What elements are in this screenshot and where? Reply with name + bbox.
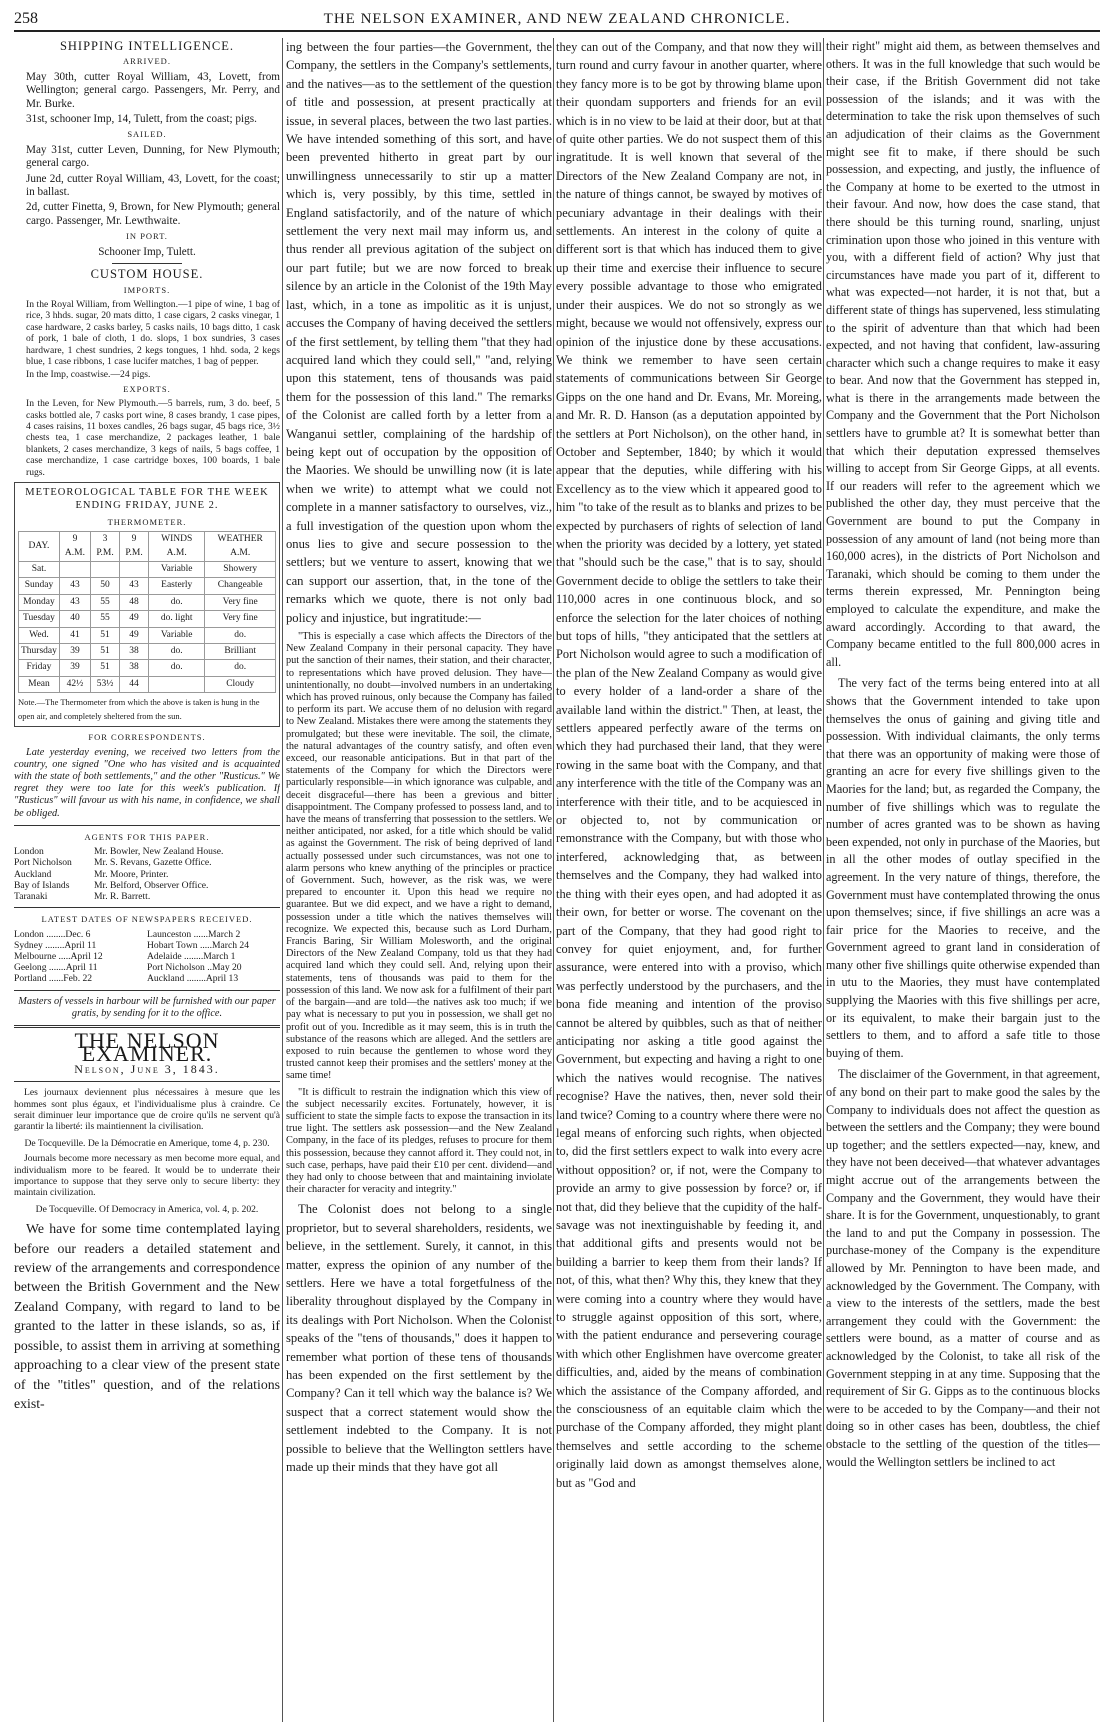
meteo-cell: do.: [149, 644, 205, 660]
meteo-cell: 53½: [91, 676, 120, 692]
meteo-cell: 51: [91, 660, 120, 676]
leader-paragraph: The Colonist does not belong to a single proprietor, but to several shareholders, residents, we believe, in the settlement. Surely, it cannot, in this matter, express the opinion of any number of the settlers. Here we have a total forgetfulness of the liberality throughout displayed by the Company in its dealings with Port Nicholson. When the Colonist speaks of the "tens of thousands," does it happen to remember what portion of these tens of thousands has been expended on the first settlement by the Company? Can it tell which way the balance is? We suspect that a correct statement would show the settlement indebted to the Company. It is not possible to believe that the Wellington settlers have made up their minds that they have got all: [286, 1202, 552, 1475]
dates-list: [14, 929, 280, 985]
meteo-cell: do.: [205, 660, 276, 676]
agent-row: [14, 846, 280, 857]
meteo-header: 9 P.M.: [120, 532, 149, 562]
meteo-header-row: [19, 532, 276, 562]
meteo-header: DAY.: [19, 532, 60, 562]
meteo-cell: do.: [205, 627, 276, 643]
meteo-cell: [120, 562, 149, 578]
meteo-cell: Easterly: [149, 578, 205, 594]
dates-row: [14, 929, 280, 940]
sailed-entry: June 2d, cutter Royal William, 43, Lovett, for the coast; in ballast.: [26, 172, 280, 199]
arrived-heading: ARRIVED.: [123, 56, 171, 67]
meteo-row: [19, 562, 276, 578]
meteo-cell: 39: [59, 660, 90, 676]
agent-place: Taranaki: [14, 890, 48, 902]
agent-name: Mr. Belford, Observer Office.: [94, 879, 209, 891]
column-rule: [553, 38, 554, 1722]
meteo-cell: 38: [120, 660, 149, 676]
sailed-heading: SAILED.: [127, 129, 167, 140]
dates-row: [14, 951, 280, 962]
meteo-row: [19, 578, 276, 594]
meteo-cell: Very fine: [205, 594, 276, 610]
meteo-row: [19, 594, 276, 610]
epigraph-english-cite: De Tocqueville. Of Democracy in America, vol. 4, p. 202.: [35, 1203, 259, 1215]
leader-paragraph: they can out of the Company, and that now they will turn round and curry favour in another quarter, where they fancy more is to be got by throwing blame upon their quondam supporters and friends for an evil which is in no view to be laid at their door, but at that of quite other parties. We do not suspect them of this ingratitude. It is well known that several of the Directors of the New Zealand Company are not, in the nature of things cannot, be swayed by motives of pecuniary advantage in their dealings with their settlements. An interest in the colony of quite a different sort is that which has induced them to give up their time and exercise their influence to secure every possible advantage to those who emigrated under their auspices. We do not so strongly as we might, because we would not offensively, express our opinion of the injustice done by these accusations. We think we remember to have seen certain statements of communications between Sir George Gipps on the one hand and Dr. Evans, Mr. Moreing, and Mr. R. D. Hanson (as a deputation appointed by the settlers at Port Nicholson), on the other hand, in October and September, 1840; by which it would appear that the deputies, while differing with his Excellency as to the view which it appeared good to him "to take of the result as to blanks and prizes to be expected by purchasers of rights of selection of land when the priority was decided by a lottery, yet stated that "should such be the case," that is to say, should Government decide to oblige the settlers to take their 110,000 acres in one continuous block, and so enforce the selection for the later choices of nothing but tops of hills, "they anticipated that the settlers at Port Nicholson would agree to such a modification of the plan of the New Zealand Company as would give to every holder of a land-order a share of the available land within the district." Then, at least, the settlers appeared perfectly aware of the terms on which they had purchased their land, that they were rowing in the same boat with the Company, and that any interference with the title of the Company was an interference with their title, and to be acquiesced in or objected to, not by communication or remonstrance with the Company, but with those who interfered, acknowledging that, as between themselves and the Company, they had walked into the thing with their eyes open, and had adopted it as their own, for better or worse. The covenant on the part of the Company, that they had good right to convey for quiet enjoyment, and, for further assurance, were entered into with a proviso, which was perfectly understood by the purchasers, and the bona fide meaning and intention of the proviso cannot be altered by quibbles, such as that of neither anticipating nor asking a title good against the Government, but expecting and having a right to one which the natives would recognise. The natives recognise? Have the natives, then, never sold their land twice? Coming to a country where there were no legal means of enforcing such rights, when objected to, did the first settlers expect to walk into every acre without opposition? or, if not, were the Company to provide an army to give possession by force? or, if not that, did they believe that the cupidity of the half-savage was not inextinguishable by feeding it, and that additional gifts and presents would not be building a barrier to keep them from their lands? If not, of this, what then? Why this, they knew that they were coming into a country where they would have to struggle against opposition of this sort, where, with the patient endurance and persevering courage with which other Englishmen have overcome greater difficulties, and, aided by the means of combination which the assistance of the Company afforded, and the consciousness of an equitable claim which the purchase of the Company afforded, they might plant themselves and settle according to the scheme originally laid down as amongst themselves alone, but as "God and: [556, 40, 822, 1490]
imports-entry: In the Imp, coastwise.—24 pigs.: [26, 369, 151, 381]
leader-opening: We have for some time contemplated laying before our readers a detailed statement and review of the arrangements and correspondence between the British Government and the New Zealand Company, with regard to land to be granted to the latter in these islands, so as, if possible, to assist them in arriving at something approaching to a clear view of the present state of the "titles" question, and of the relations exist-: [14, 1221, 280, 1411]
date-cell: Portland ......Feb. 22: [14, 973, 93, 985]
agents-title: AGENTS FOR THIS PAPER.: [84, 831, 210, 842]
colonist-quote: "This is especially a case which affects the Directors of the New Zealand Company in their personal capacity. They have put the sanction of their names, their station, and their character, to representations which have proved delusion. They have—unintentionally, no doubt—involved numbers in an undertaking which has proved ruinous, only because the Company has failed to perform its part. We accuse them of no delusion with regard to New Zealand. Mistakes there were among the statements they promulgated; but these were inevitable. The soil, the climate, the natural advantages of the country satisfy, and often even exceed, our reasonable anticipations. But in that part of the statements of the Company for which the Directors were particularly responsible—in which ignorance was culpable, and deceit disgraceful—there has been a grevious and bitter disappointment. The Company professed to possess land, and to have the means of transferring that possession to the settlers. We neither anticipated, nor asked, for a title which should be valid as against the Government. The risk of being deprived of land actually possessed under such circumstances, was not one to alarm persons who knew anything of the principles or practice of Government. Such, however, as the risk was, we were prepared to encounter it. Upon this head we require no guarantee. But we did expect, and we have a right to demand, possession under a title which the natives themselves will recognize. We expected this, because such as Lord Durham, Francis Baring, Sir William Molesworth, and the original Directors of the New Zealand Company, told us that they had acquired land which they could sell. And, relying upon their statements, tens of thousands was paid to them for the possession of this land. We now ask for a fulfilment of their part of the bargain—and are told—the natives ask too much; if we pay what is necessary to put you in possession, we shall get no profit out of you. Incredible as it may seem, this is in truth the substance of the reasons which are alleged. And the settlers are exposed to ruin because the gentlemen to whose word they trusted cannot keep their promises and the settlers' money at the same time!: [286, 631, 552, 1082]
agent-row: [14, 880, 280, 891]
exports-entry: In the Leven, for New Plymouth.—5 barrels, rum, 3 do. beef, 5 casks bottled ale, 7 casks port wine, 8 cases brandy, 1 case pipes, 4 cases raisins, 11 boxes candles, 26 bags sugar, 45 bags rice, 3½ chests tea, 1 case merchandize, 2 packages leather, 1 bale blankets, 2 cases merchandize, 3 kegs of nails, 5 bags coffee, 1 case merchandize, 1 case cartridge boxes, 100 boards, 1 bale rugs.: [26, 398, 280, 478]
date-cell: Launceston ......March 2: [147, 928, 241, 940]
meteo-cell: 43: [59, 578, 90, 594]
masthead-title: THE NELSON EXAMINER.: [74, 1027, 220, 1067]
date-cell: Auckland ........April 13: [147, 973, 239, 985]
column-2: [286, 38, 552, 1722]
column-1: [14, 38, 280, 1722]
meteo-cell: Showery: [205, 562, 276, 578]
meteo-cell: [149, 676, 205, 692]
shipping-title: SHIPPING INTELLIGENCE.: [59, 39, 235, 53]
meteo-cell: 49: [120, 611, 149, 627]
meteo-cell: 40: [59, 611, 90, 627]
meteo-cell: Sat.: [19, 562, 60, 578]
leader-paragraph: ing between the four parties—the Government, the Company, the settlers in the Company's settlements, and the natives—as to the settlement of the question of title and possession, at present practically at issue, in several places, between the two last parties. We have intended something of this sort, and have been prevented hitherto in great part by our unwillingness unnecessarily to stir up a matter which is, very possibly, by this time, settled in England satisfactorily, and of the nature of which settlement the very next mail may inform us, and thus render all previous agitation of the subject on our part futile; but we are now forced to break silence by an article in the Colonist of the 19th May last, which, in a tone as impolitic as it is unjust, accuses the Company of having deceived the settlers of the first settlement, by telling them "that they had acquired land which they could sell," "and, relying upon this statement, tens of thousands was paid them for the possession of this land." The remarks of the Colonist are called forth by a letter from a Wanganui settler, complaining of the hardship of being kept out of occupation by the opposition of the Maories. We should be unwilling now (it is late when we write) to attempt what we could not complete in a manner satisfactory to ourselves, viz., a full investigation of the question upon whom the onus lies to give and secure possession to the settlers; but we venture to assert, knowing that we can support our assertion, that, in the tone of the remarks which we quote, there is not only bad policy and injustice, but ingratitude:—: [286, 40, 552, 625]
meteo-cell: 42½: [59, 676, 90, 692]
meteo-cell: 43: [120, 578, 149, 594]
dates-row: [14, 973, 280, 984]
meteo-cell: Changeable: [205, 578, 276, 594]
divider: [112, 263, 182, 264]
dates-row: [14, 962, 280, 973]
meteo-cell: Wed.: [19, 627, 60, 643]
customs-title: CUSTOM HOUSE.: [90, 267, 204, 282]
leader-paragraph: their right" might aid them, as between themselves and others. It was in the full knowledge that such would be their case, if the British Government did not take possession of the islands; and it was with the determination to take the risk upon themselves of such an adjudication of their claims as the Government might see fit to make, if there should be such possession, and expecting, and justly, the influence of the Company at home to be exerted to the utmost in their favour. And now, how does the case stand, that there should be this turning round, snarling, unjust crimination upon those who joined in this venture with you, with a different field of action? Why just that circumstances have made you part of it, different to what was expected—not harder, it is not that, but a different state of things has supervened, less stimulating to the spirit of adventure than that which had been expected, and not having that confident, law-assuring character which such a change requires to make it easy to bear. And now that the Government has stepped in, what is there in the arrangements made between the Company and the Government that the Port Nicholson settlers have to grumble at? It is somewhat better than that which their deputation expressed themselves willing to accept from Sir George Gipps, at all events. If our readers will refer to the agreement which we published the other day, they must perceive that the Government are bound to put the Company in possession of any amount of land (not being more than 160,000 acres), in the districts of Port Nicholson and Taranaki, which should be coming to them under the terms therein expressed, Mr. Pennington being employed to calculate the expenditure, and make the award accordingly. According to that award, the Company became entitled to the full 800,000 acres in all.: [826, 39, 1100, 669]
meteo-cell: Brilliant: [205, 644, 276, 660]
meteo-cell: Tuesday: [19, 611, 60, 627]
agent-place: Bay of Islands: [14, 879, 70, 891]
column-3: [556, 38, 822, 1722]
meteo-cell: Thursday: [19, 644, 60, 660]
meteo-cell: 39: [59, 644, 90, 660]
meteo-header: WINDS A.M.: [149, 532, 205, 562]
column-rule: [282, 38, 283, 1722]
column-4: [826, 38, 1100, 1722]
meteo-cell: 38: [120, 644, 149, 660]
meteo-cell: Monday: [19, 594, 60, 610]
column-rule: [823, 38, 824, 1722]
meteo-cell: [91, 562, 120, 578]
agent-place: Port Nicholson: [14, 857, 72, 869]
meteo-cell: 41: [59, 627, 90, 643]
meteo-cell: do. light: [149, 611, 205, 627]
agent-row: [14, 891, 280, 902]
date-cell: Sydney ........April 11: [14, 939, 97, 951]
agent-row: [14, 857, 280, 868]
agent-name: Mr. Bowler, New Zealand House.: [94, 846, 224, 858]
correspondents-title: FOR CORRESPONDENTS.: [88, 732, 206, 743]
meteo-cell: Variable: [149, 562, 205, 578]
agent-place: Auckland: [14, 868, 52, 880]
meteo-cell: 48: [120, 594, 149, 610]
divider: [14, 825, 280, 826]
agents-list: [14, 846, 280, 902]
epigraph-french: Les journaux deviennent plus nécessaires à mesure que les hommes sont plus égaux, et l'individualisme plus à craindre. Ce serait diminuer leur importance que de croire qu'ils ne servent qu'à garantir la liberté: ils maintiennent la civilisation.: [14, 1087, 280, 1133]
meteo-header: WEATHER A.M.: [205, 532, 276, 562]
arrived-entry: May 30th, cutter Royal William, 43, Lovett, from Wellington; general cargo. Passengers, Mr. Perry, and Mr. Burke.: [26, 70, 280, 110]
meteo-header: 3 P.M.: [91, 532, 120, 562]
inport-entry: Schooner Imp, Tulett.: [98, 245, 196, 258]
agent-place: London: [14, 846, 44, 858]
imports-entry: In the Royal William, from Wellington.—1 pipe of wine, 1 bag of rice, 3 hhds. sugar, 20 mats ditto, 1 case cigars, 2 casks vinegar, 1 case hardware, 2 casks barley, 5 casks nails, 10 bags ditto, 1 cask of pork, 1 bale of cloth, 1 do. slops, 1 box sundries, 3 cases hardware, 1 chest sundries, 2 kegs tongues, 1 hhd. soda, 2 kegs blue, 1 case ribbons, 1 case lucifer matches, 1 bag of pepper.: [26, 298, 280, 367]
correspondents-text: Late yesterday evening, we received two letters from the country, one signed "One who has visited and is acquainted with the state of both settlements," and the other "Rusticus." We regret they were too late for this week's publication. If "Rusticus" will favour us with his name, in confidence, we shall be obliged.: [14, 746, 280, 819]
agent-row: [14, 869, 280, 880]
meteo-grid: [18, 531, 276, 693]
meteo-title: METEOROLOGICAL TABLE FOR THE WEEK ENDING FRIDAY, JUNE 2.: [25, 487, 269, 512]
meteo-cell: 50: [91, 578, 120, 594]
meteo-row: [19, 627, 276, 643]
thermometer-label: THERMOMETER.: [107, 516, 187, 527]
masters-note: Masters of vessels in harbour will be furnished with our paper gratis, by sending for it to the office.: [18, 995, 276, 1019]
divider: [14, 990, 280, 991]
inport-heading: IN PORT.: [126, 231, 168, 242]
meteo-row: [19, 644, 276, 660]
meteo-cell: Sunday: [19, 578, 60, 594]
page-header: [14, 8, 1100, 32]
meteo-row: [19, 660, 276, 676]
date-cell: Melbourne .....April 12: [14, 950, 103, 962]
meteo-cell: 55: [91, 611, 120, 627]
date-cell: Geelong .......April 11: [14, 962, 98, 974]
agent-name: Mr. S. Revans, Gazette Office.: [94, 857, 212, 869]
colonist-quote: "It is difficult to restrain the indignation which this view of the subject necessarily excites. Fortunately, however, it is sufficient to state the simple facts to expose the transaction in its true light. The settlers ask possession—and the New Zealand Company, in the face of its pledges, refuses to procure for them this possession, because they cannot afford it. They could not, in such case, perhaps, have paid their £10 per cent. dividend—and they had only to choose between that and maintaining inviolate their character for veracity and integrity.": [286, 1086, 552, 1196]
imports-heading: IMPORTS.: [123, 284, 171, 295]
arrived-entry: 31st, schooner Imp, 14, Tulett, from the coast; pigs.: [26, 113, 257, 126]
meteo-cell: Variable: [149, 627, 205, 643]
meteo-cell: do.: [149, 660, 205, 676]
leader-paragraph: The very fact of the terms being entered into at all shows that the Government intended to take upon themselves the onus of gaining and giving title and possession. With individual claimants, the only terms that there was an opportunity of making were those of granting an acre for every five shillings given to the Maories for the land; but, as regarded the Company, the number of five shillings which was to regulate the number of acres granted was to be shown as having been expended, not only in purchase of the Maories, but in all the other modes of outlay specified in the agreement. In the very nature of things, therefore, the Government must have contemplated throwing the onus upon themselves; since, if five shillings an acre was a fair price for the Maories to receive, and the Government agreed to grant land in consideration of many other five shillings quite otherwise expended than in utu to the Maories, they must have contemplated supplying the Maories with this five shillings per acre, or its equivalent, to make their bargain just to the settlers to them, and to afford a safe title to those buying of them.: [826, 676, 1100, 1060]
meteo-cell: 55: [91, 594, 120, 610]
dates-row: [14, 940, 280, 951]
meteo-cell: [59, 562, 90, 578]
meteo-cell: do.: [149, 594, 205, 610]
agent-name: Mr. Moore, Printer.: [94, 868, 169, 880]
date-cell: Port Nicholson ..May 20: [147, 962, 242, 974]
epigraph-french-cite: De Tocqueville. De la Démocratie en Amerique, tome 4, p. 230.: [24, 1137, 270, 1149]
meteo-cell: Cloudy: [205, 676, 276, 692]
meteo-cell: 51: [91, 644, 120, 660]
running-head: THE NELSON EXAMINER, AND NEW ZEALAND CHRONICLE.: [323, 10, 791, 27]
meteo-note: Note.—The Thermometer from which the above is taken is hung in the open air, and completely sheltered from the sun.: [18, 697, 260, 721]
meteo-row: [19, 611, 276, 627]
date-cell: Adelaide ........March 1: [147, 950, 236, 962]
meteo-header: 9 A.M.: [59, 532, 90, 562]
meteo-cell: 49: [120, 627, 149, 643]
meteo-cell: Friday: [19, 660, 60, 676]
date-cell: London ........Dec. 6: [14, 928, 91, 940]
leader-paragraph: The disclaimer of the Government, in that agreement, of any bond on their part to make good the sales by the Company to individuals does not affect the question as between the settlers and the Company; they were bound up together; and the settlers expected—nay, knew, and they have not been deceived—that whatever advantages might accrue out of the arrangements between the Company and the Government, they would have their share. It is for the Government, unquestionably, to grant the land to and put the Company in possession. The purchase-money of the Company is the expenditure allowed by Mr. Pennington to have been made, and acknowledged by the Government. The Company, with a view to the interests of the settlers, made the best arrangement they could with the Government: the settlers were bound, as a matter of course and as acknowledged by the Colonist, to take all risk of the Government stepping in at any time. Supposing that the requirement of Sir G. Gipps as to the continuous blocks were to be acceded to by the Company—and their not doing so in other cases has been, doubtless, the chief obstacle to the settling of the question of the titles—would the Wellington settlers be inclined to act: [826, 1067, 1100, 1469]
meteorological-table: [14, 482, 280, 727]
epigraph-english: Journals become more necessary as men become more equal, and individualism more to be feared. It would be to underrate their importance to suppose that they serve only to secure liberty: they maintain civilization.: [14, 1153, 280, 1199]
divider: [14, 907, 280, 908]
sailed-entry: May 31st, cutter Leven, Dunning, for New Plymouth; general cargo.: [26, 143, 280, 170]
page-number: 258: [14, 10, 38, 27]
meteo-cell: Very fine: [205, 611, 276, 627]
meteo-cell: Mean: [19, 676, 60, 692]
sailed-entry: 2d, cutter Finetta, 9, Brown, for New Plymouth; general cargo. Passenger, Mr. Lewthwaite.: [26, 201, 280, 227]
agent-name: Mr. R. Barrett.: [94, 890, 151, 902]
meteo-row: [19, 676, 276, 692]
masthead-dateline: Nelson, June 3, 1843.: [74, 1061, 220, 1076]
date-cell: Hobart Town .....March 24: [147, 939, 249, 951]
dates-title: LATEST DATES OF NEWSPAPERS RECEIVED.: [41, 914, 253, 925]
meteo-cell: 44: [120, 676, 149, 692]
exports-heading: EXPORTS.: [123, 383, 171, 394]
meteo-cell: 43: [59, 594, 90, 610]
meteo-cell: 51: [91, 627, 120, 643]
divider: [14, 1081, 280, 1082]
